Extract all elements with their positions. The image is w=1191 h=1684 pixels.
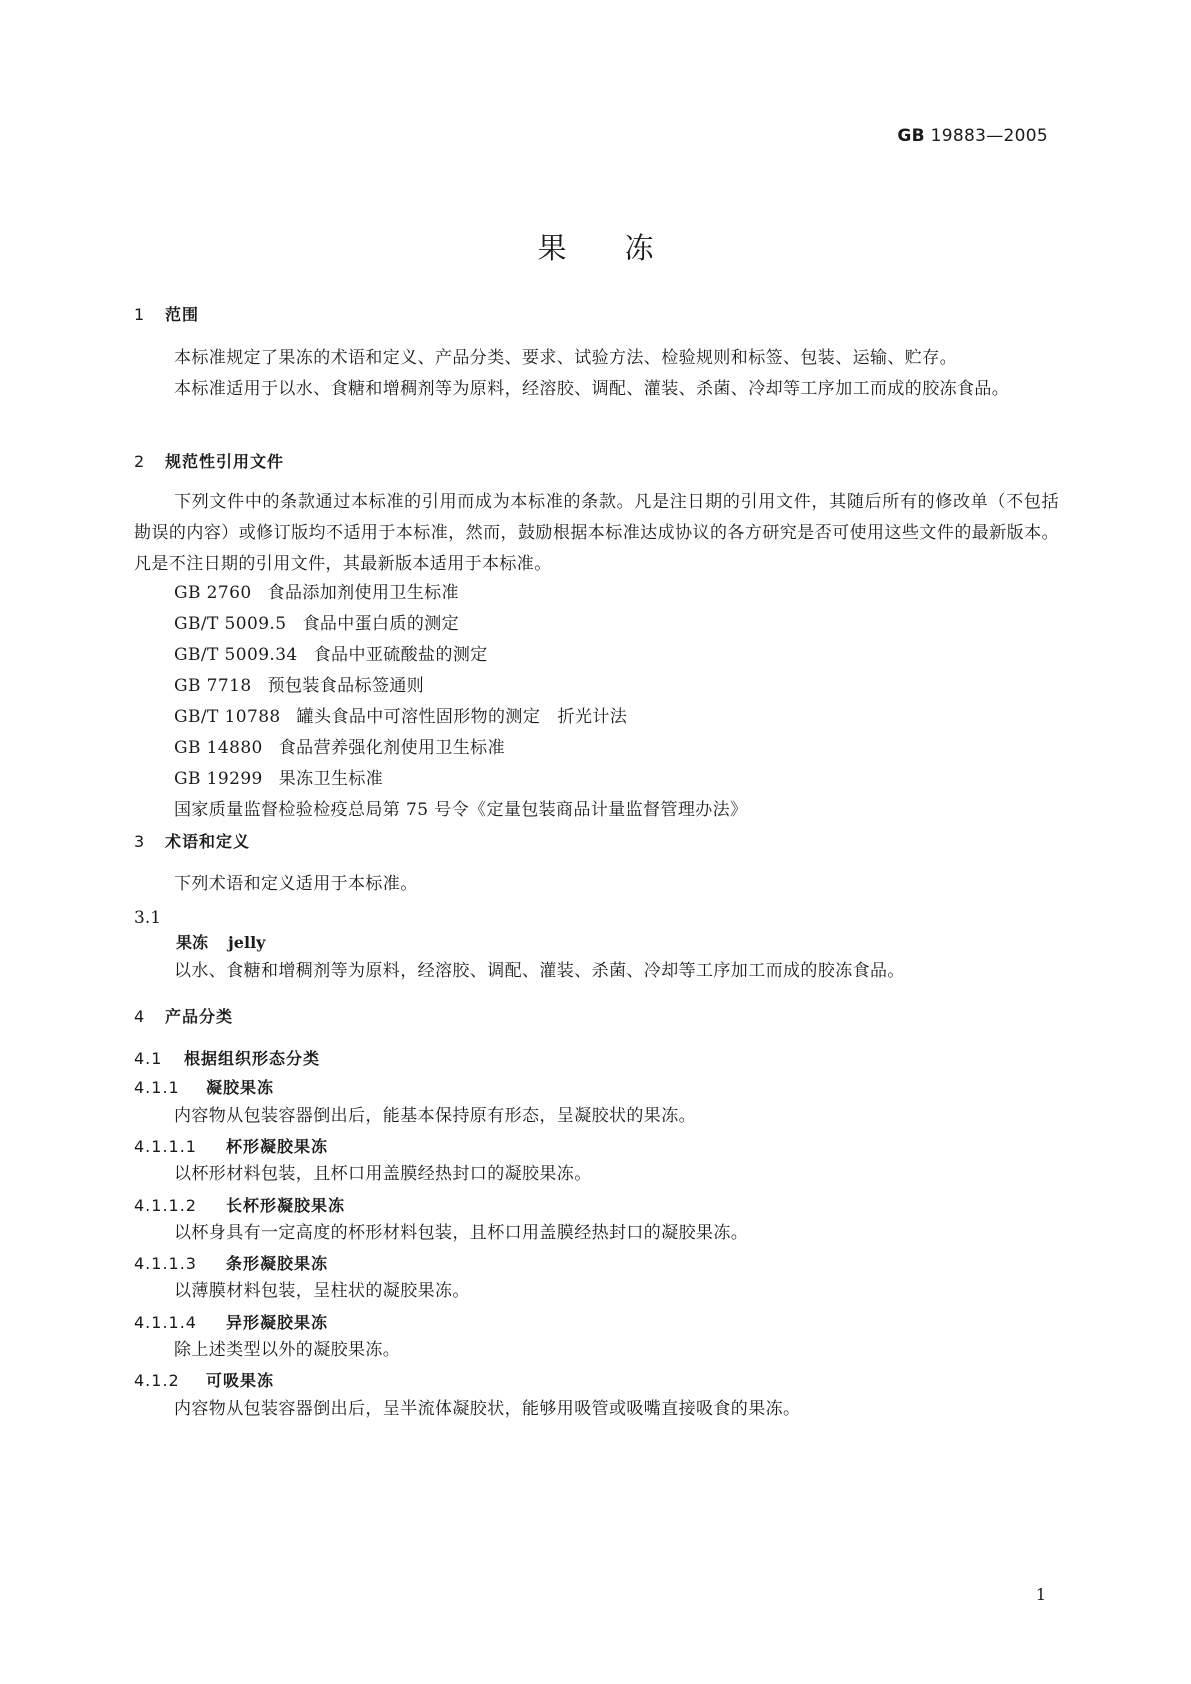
section-4-1-1-4-text: 除上述类型以外的凝胶果冻。 bbox=[174, 1340, 401, 1360]
section-4-1-heading: 4.1 根据组织形态分类 bbox=[134, 1049, 321, 1068]
section-4-1-1-heading: 4.1.1 凝胶果冻 bbox=[134, 1078, 275, 1097]
section-4-1-1-1-heading: 4.1.1.1 杯形凝胶果冻 bbox=[134, 1137, 329, 1156]
section-3-heading: 3 术语和定义 bbox=[134, 832, 251, 851]
reference-item: GB 2760 食品添加剂使用卫生标准 bbox=[174, 583, 459, 603]
reference-item: GB/T 5009.5 食品中蛋白质的测定 bbox=[174, 614, 460, 634]
standard-code: GB 19883—2005 bbox=[897, 126, 1048, 146]
section-4-1-1-text: 内容物从包装容器倒出后，能基本保持原有形态，呈凝胶状的果冻。 bbox=[174, 1106, 696, 1126]
section-2-paragraph: 下列文件中的条款通过本标准的引用而成为本标准的条款。凡是注日期的引用文件，其随后所有的修改单（不包括勘误的内容）或修订版均不适用于本标准，然而，鼓励根据本标准达成协议的各方研究是否可使用这些文件的最新版本。凡是不注日期的引用文件，其最新版本适用于本标准。 bbox=[134, 492, 1059, 574]
section-4-1-1-2-heading: 4.1.1.2 长杯形凝胶果冻 bbox=[134, 1196, 346, 1215]
section-4-1-2-heading: 4.1.2 可吸果冻 bbox=[134, 1371, 275, 1390]
document-title: 果 冻 bbox=[537, 231, 654, 265]
section-1-heading: 1 范围 bbox=[134, 305, 200, 324]
term-definition: 以水、食糖和增稠剂等为原料，经溶胶、调配、灌装、杀菌、冷却等工序加工而成的胶冻食品。 bbox=[174, 961, 905, 981]
reference-item: GB 19299 果冻卫生标准 bbox=[174, 769, 384, 789]
section-3-paragraph: 下列术语和定义适用于本标准。 bbox=[174, 874, 418, 894]
section-4-heading: 4 产品分类 bbox=[134, 1007, 234, 1026]
reference-item: GB 7718 预包装食品标签通则 bbox=[174, 676, 425, 696]
term-name: 果冻 jelly bbox=[176, 933, 266, 952]
section-1-paragraph-1: 本标准规定了果冻的术语和定义、产品分类、要求、试验方法、检验规则和标签、包装、运输、贮存。 bbox=[174, 348, 957, 368]
reference-item: GB/T 5009.34 食品中亚硫酸盐的测定 bbox=[174, 645, 488, 665]
page-number: 1 bbox=[1035, 1585, 1046, 1604]
reference-decree: 国家质量监督检验检疫总局第 75 号令《定量包装商品计量监督管理办法》 bbox=[174, 800, 748, 820]
section-2-heading: 2 规范性引用文件 bbox=[134, 452, 285, 471]
section-4-1-2-text: 内容物从包装容器倒出后，呈半流体凝胶状，能够用吸管或吸嘴直接吸食的果冻。 bbox=[174, 1399, 801, 1419]
reference-item: GB 14880 食品营养强化剂使用卫生标准 bbox=[174, 738, 505, 758]
normative-reference-list bbox=[134, 578, 1059, 826]
section-1-paragraph-2: 本标准适用于以水、食糖和增稠剂等为原料，经溶胶、调配、灌装、杀菌、冷却等工序加工而成的胶冻食品。 bbox=[174, 379, 1010, 399]
term-number: 3.1 bbox=[134, 908, 162, 928]
section-4-1-1-1-text: 以杯形材料包装，且杯口用盖膜经热封口的凝胶果冻。 bbox=[174, 1164, 592, 1184]
section-4-1-1-4-heading: 4.1.1.4 异形凝胶果冻 bbox=[134, 1313, 329, 1332]
reference-item: GB/T 10788 罐头食品中可溶性固形物的测定 折光计法 bbox=[174, 707, 628, 727]
section-4-1-1-3-text: 以薄膜材料包装，呈柱状的凝胶果冻。 bbox=[174, 1281, 470, 1301]
section-4-1-1-3-heading: 4.1.1.3 条形凝胶果冻 bbox=[134, 1254, 329, 1273]
section-4-1-1-2-text: 以杯身具有一定高度的杯形材料包装，且杯口用盖膜经热封口的凝胶果冻。 bbox=[174, 1223, 749, 1243]
